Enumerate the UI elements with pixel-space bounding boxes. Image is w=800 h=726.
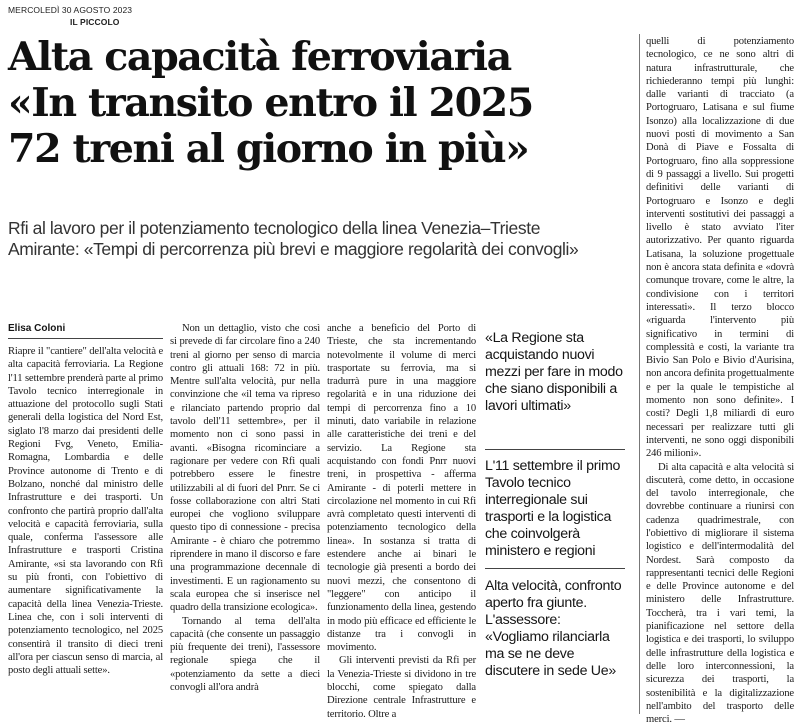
pull-quote-1: «La Regione sta acquistando nuovi mezzi per fare in modo che siano disponibili a lavori ultimati»: [485, 330, 625, 415]
headline: [8, 34, 633, 172]
article-column-1: [8, 345, 163, 715]
headline-line-3: 72 treni al giorno in più»: [8, 126, 633, 172]
article-column-2: [170, 322, 320, 715]
paragraph: Di alta capacità e alta velocità si discuterà, come detto, in occasione del tavolo interregionale, che dovrebbe continuare a riunirsi con cadenza quadrimestrale, con l'obiettivo di migliorare il sistema logistico e dell'intermodalità del Nordest. Sarà composto da rappresentanti tecnici delle Regioni e delle Province autonome e del ministero delle Infrastrutture. Toccherà, tra i vari temi, la pianificazione nel settore della logistica e dei trasporti, lo sviluppo delle infrastrutture della logistica e delle loro interconnessioni, la sicurezza dei trasporti, la sostenibilità e la digitalizzazione nell'ambito del trasporto delle merci. —: [646, 461, 794, 726]
quote-divider: [485, 568, 625, 569]
subheadline-line-1: Rfi al lavoro per il potenziamento tecnologico della linea Venezia–Trieste: [8, 218, 638, 239]
paragraph: Gli interventi previsti da Rfi per la Venezia-Trieste si dividono in tre blocchi, come spiegato dalla Direzione centrale Infrastrutture e territorio. Oltre a: [327, 654, 476, 720]
headline-line-1: Alta capacità ferroviaria: [8, 34, 633, 80]
headline-line-2: «In transito entro il 2025: [8, 80, 633, 126]
paragraph: Non un dettaglio, visto che così si prevede di far circolare fino a 240 treni al giorno per senso di marcia contro gli attuali 168: 72 in più. Mentre sull'alta velocità, pur nella convinzione che «il tema va ripreso e rilanciato partendo proprio dal tavolo dell'11 settembre», per il momento non ci sono passi in avanti. «Bisogna ricominciare a ragionare per vedere con Rfi quali potrebbero essere le finestre utilizzabili al di fuori del Pnrr. Se ci fosse collaborazione con altri Stati europei che vogliono sviluppare questo tipo di connessione - precisa Amirante - è chiaro che potremmo riprendere in mano il discorso e fare una programmazione decennale di investimenti. E un ragionamento su scala europea che si inserisce nel quadro della transizione ecologica».: [170, 322, 320, 615]
subheadline: [8, 218, 638, 260]
article-column-3: [327, 322, 476, 715]
paragraph: Riapre il "cantiere" dell'alta velocità e alta capacità ferroviaria. La Regione l'11 settembre prenderà parte al primo Tavolo tecnico interregionale in attuazione del protocollo sugli Stati generali della logistica del Nord Est, siglato l'8 marzo dai presidenti delle Regioni Fvg, Veneto, Emilia-Romagna, Lombardia e delle Province autonome di Trento e di Bolzano, nonché dal ministro delle Infrastrutture e dei trasporti. Un confronto che partirà proprio dall'alta velocità e capacità ferroviaria, sulla quale, conferma l'assessore alle Infrastrutture e trasporti Cristina Amirante, «si sta lavorando con Rfi su più fronti, con l'obiettivo di aumentare significativamente la capacità della linea Venezia-Trieste. Linea che, con i soli interventi di potenziamento tecnologico, nel 2025 consentirà il transito di dieci treni all'ora per ciascun senso di marcia, al posto degli attuali sette».: [8, 345, 163, 677]
paragraph: quelli di potenziamento tecnologico, ce ne sono altri di natura infrastrutturale, che richiederanno tempi più lunghi: dalle varianti di tracciato (a Portogruaro, Latisana e sul fiume Isonzo) alla localizzazione di due nuovi posti di movimento a San Donà di Piave e Fossalta di Portogruaro, fino alla soppressione di 9 passaggi a livello. Sui progetti definitivi delle varianti di Portogruaro e Isonzo e degli interventi sostitutivi dei passaggi a livello è stato avviato l'iter autorizzativo. Per quanto riguarda Latisana, la soluzione progettuale non è ancora stata definita e «dovrà comunque trovare, come le altre, la condivisione con i territori interessati». Il terzo blocco «riguarda l'intervento più significativo in termini di complessità e costi, la variante tra Bivio San Polo e Bivio d'Aurisina, non ancora definita progettualmente e per la quale le tempistiche al momento non sono definite». I costi? Degli 1,8 miliardi di euro necessari per realizzare tutti gli interventi, ne sono oggi disponibili 246 milioni».: [646, 35, 794, 461]
paragraph: anche a beneficio del Porto di Trieste, che sta incrementando notevolmente il volume di merci trasportate su ferrovia, ma si tradurrà pure in una maggiore regolarità e in una riduzione dei tempi di percorrenza fino a 10 minuti, dato variabile in relazione alle caratteristiche dei treni e del servizio. La Regione sta acquistando con fondi Pnrr nuovi treni, in prospettiva - afferma Amirante - di poterli mettere in circolazione nel momento in cui Rfi avrà completato questi interventi di potenziamento tecnologico della linea». In sostanza si tratta di estendere anche ai binari le tecnologie già presenti a bordo dei nuovi mezzi, che consentono di "leggere" con anticipo il funzionamento della linea, gestendo in modo più efficace ed efficiente le distanze tra i convogli in movimento.: [327, 322, 476, 654]
paragraph: Tornando al tema dell'alta capacità (che consente un passaggio più frequente dei treni), l'assessore regionale spiega che il «potenziamento da sette a dieci convogli all'ora andrà: [170, 615, 320, 695]
pull-quote-2: L'11 settembre il primo Tavolo tecnico interregionale sui trasporti e la logistica che coinvolgerà ministero e regioni: [485, 458, 625, 560]
publication-date: MERCOLEDÌ 30 AGOSTO 2023: [8, 5, 132, 15]
article-column-5: [646, 35, 794, 715]
newspaper-name: IL PICCOLO: [70, 17, 120, 27]
byline: Elisa Coloni: [8, 323, 163, 335]
byline-rule: [8, 338, 163, 339]
subheadline-line-2: Amirante: «Tempi di percorrenza più brevi e maggiore regolarità dei convogli»: [8, 239, 638, 260]
pull-quote-3: Alta velocità, confronto aperto fra giunte. L'assessore: «Vogliamo rilanciarla ma se ne deve discutere in sede Ue»: [485, 578, 625, 680]
column-divider: [639, 34, 640, 714]
quote-divider: [485, 449, 625, 450]
